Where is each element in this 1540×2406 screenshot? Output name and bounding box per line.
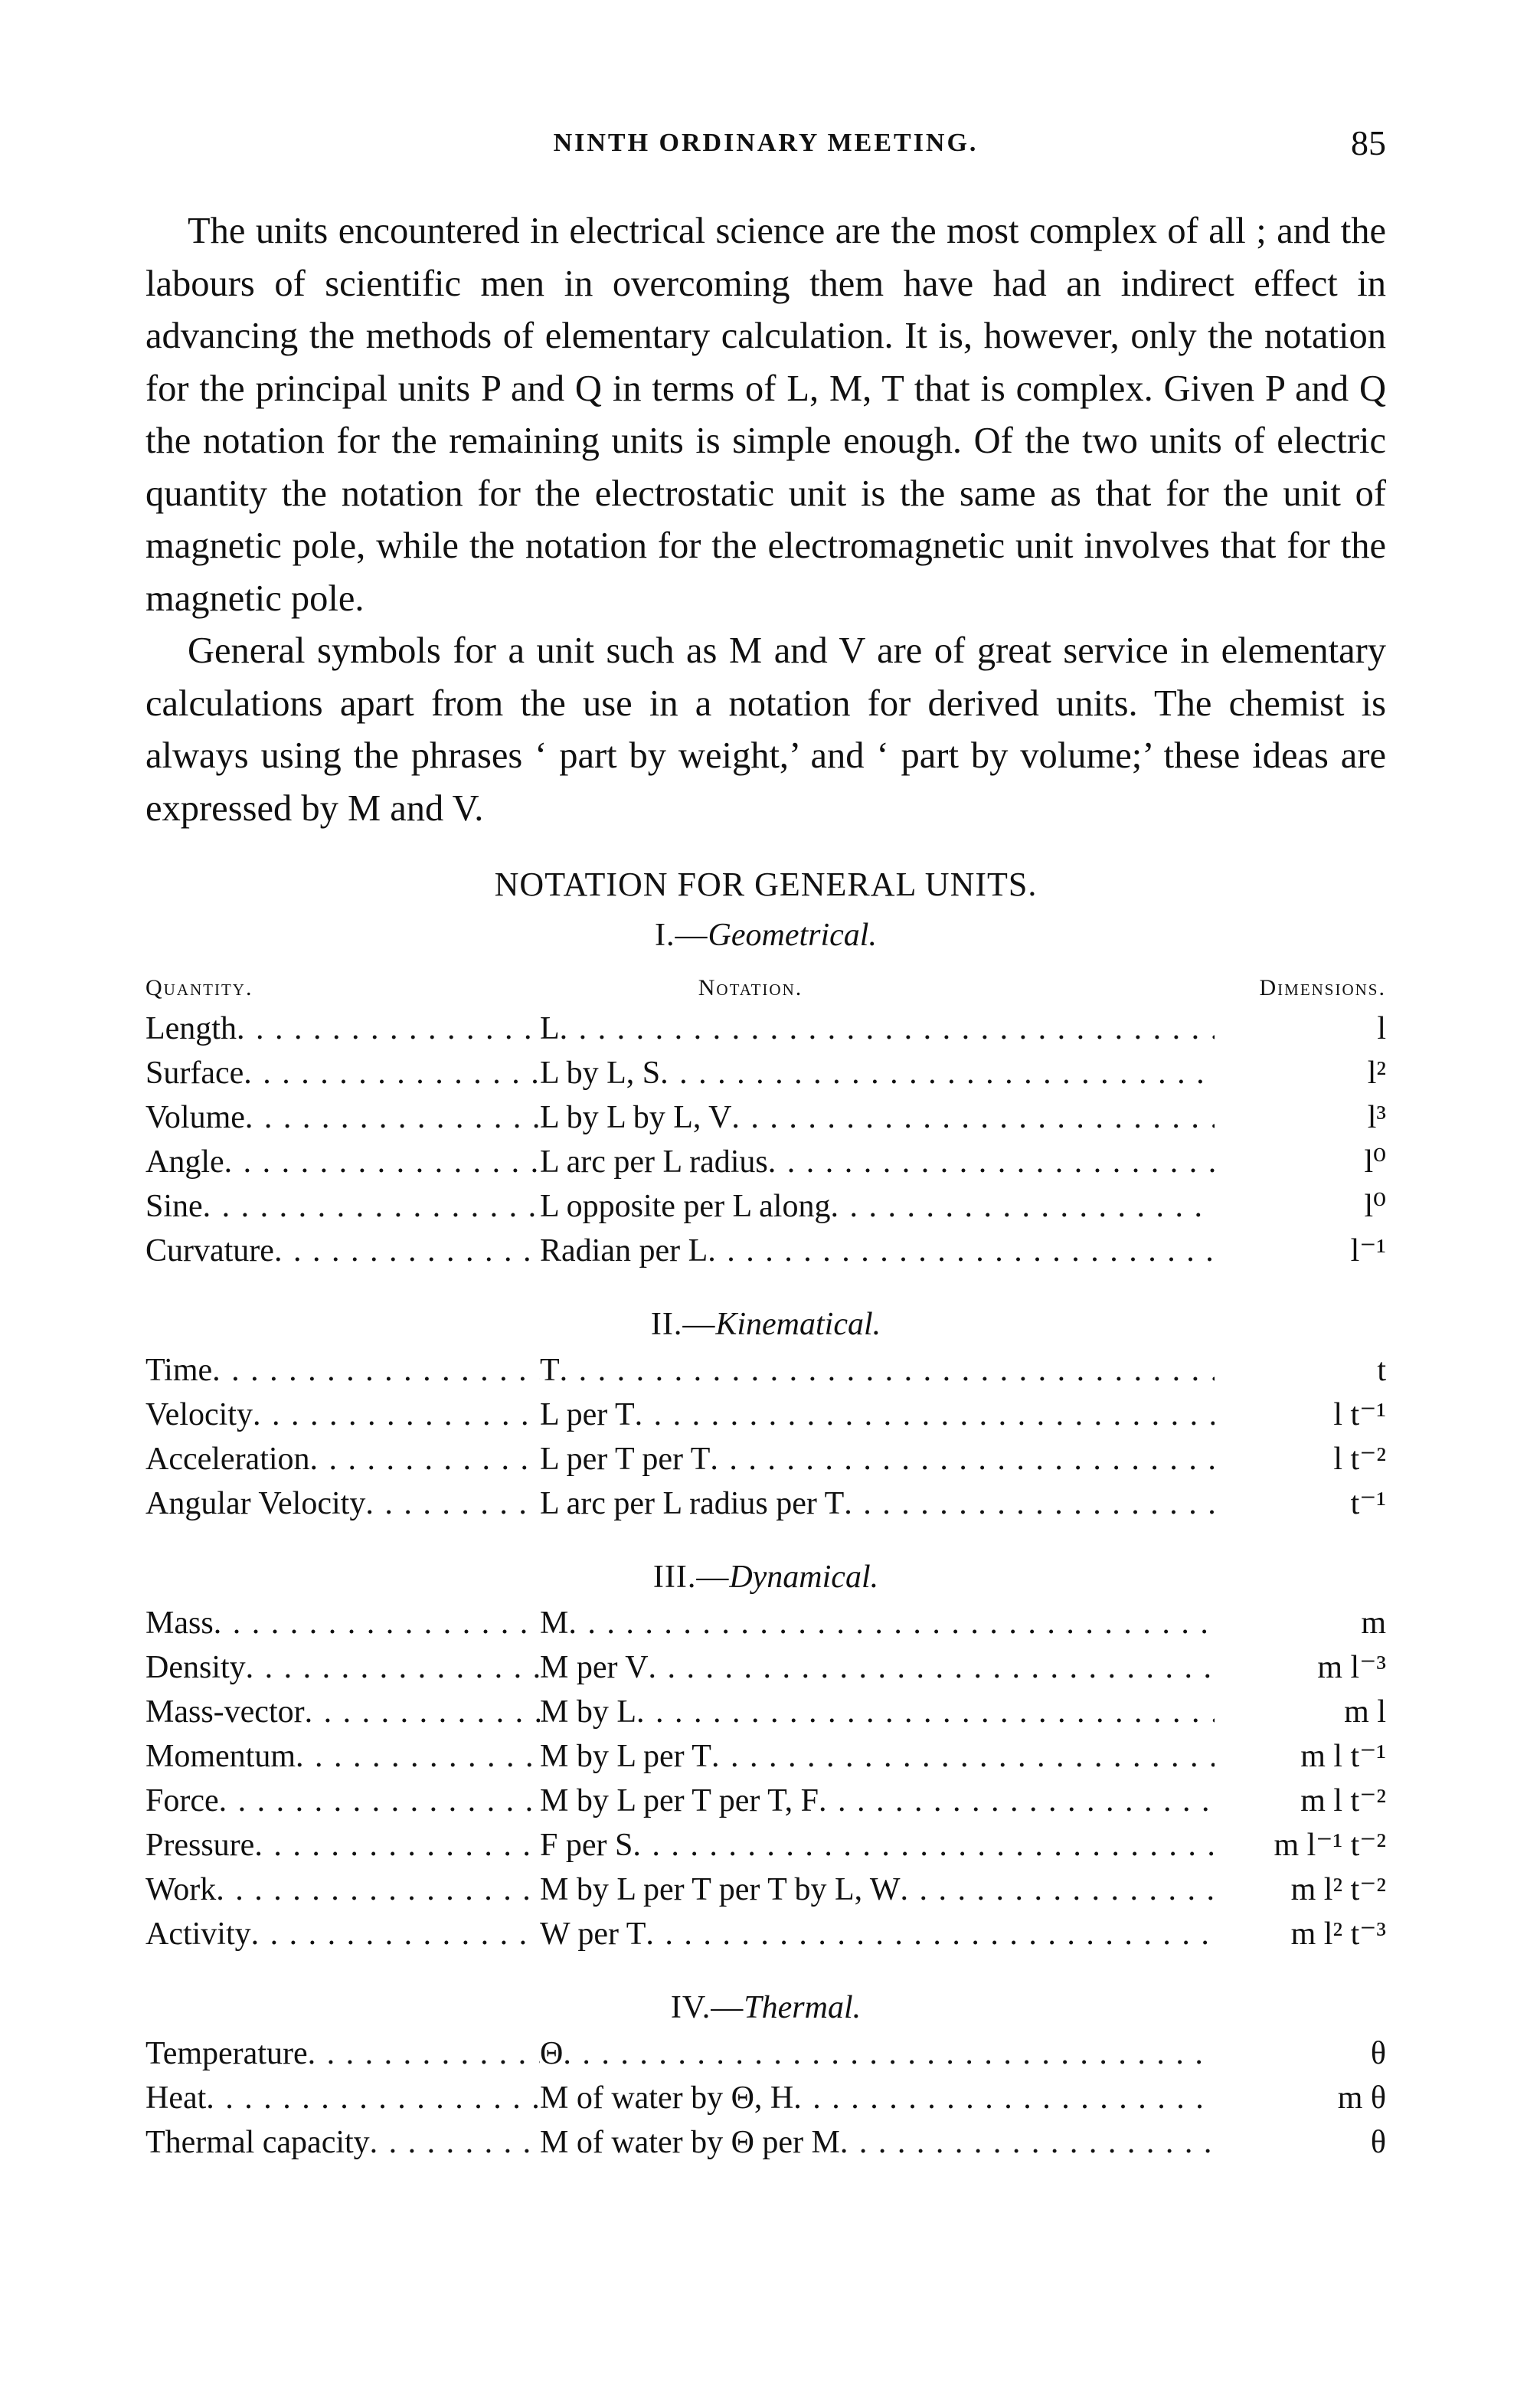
dot-leader — [568, 1601, 1215, 1645]
quantity-name: Mass — [145, 1606, 214, 1641]
group-number: II.— — [650, 1307, 716, 1342]
dot-leader — [633, 1823, 1215, 1868]
column-header-quantity: Quantity. — [145, 975, 253, 1000]
notation-cell — [540, 1481, 1233, 1526]
table-title: NOTATION FOR GENERAL UNITS. — [494, 866, 1038, 903]
notation-cell — [540, 1140, 1233, 1184]
dimensions-value: l⁰ — [1364, 1189, 1386, 1224]
notation-cell — [540, 1007, 1233, 1051]
dimensions-value: m l⁻³ — [1317, 1650, 1386, 1685]
notation-value: M of water by Θ per M — [540, 2125, 840, 2160]
dot-leader — [310, 1437, 540, 1481]
quantity-name: Density — [145, 1650, 246, 1685]
dot-leader — [710, 1437, 1215, 1481]
quantity-cell — [145, 1601, 540, 1645]
notation-value: M by L per T per T by L, W — [540, 1872, 901, 1907]
notation-value: M by L per T — [540, 1739, 711, 1774]
dot-leader — [563, 2031, 1215, 2076]
dot-leader — [296, 1734, 540, 1779]
dot-leader — [844, 1481, 1215, 1526]
quantity-cell — [145, 1140, 540, 1184]
group-name: Dynamical. — [729, 1560, 879, 1595]
notation-value: M per V — [540, 1650, 649, 1685]
table-row — [145, 1868, 1386, 1912]
quantity-cell — [145, 1481, 540, 1526]
notation-cell — [540, 2120, 1233, 2165]
quantity-name: Velocity — [145, 1397, 253, 1432]
dot-leader — [840, 2120, 1215, 2165]
notation-value: Θ — [540, 2036, 564, 2071]
quantity-name: Angle — [145, 1144, 224, 1180]
dot-leader — [636, 1690, 1215, 1734]
notation-cell — [540, 1095, 1233, 1140]
dimensions-value: m θ — [1337, 2080, 1386, 2116]
notation-value: L per T per T — [540, 1442, 711, 1477]
dot-leader — [254, 1823, 540, 1868]
dot-leader — [901, 1868, 1215, 1912]
quantity-name: Curvature — [145, 1233, 274, 1268]
dimensions-value: m l⁻¹ t⁻² — [1274, 1828, 1386, 1863]
dot-leader — [251, 1912, 540, 1956]
dot-leader — [793, 2076, 1215, 2120]
quantity-name: Activity — [145, 1917, 251, 1952]
dimensions-value: l — [1377, 1011, 1386, 1046]
dot-leader — [560, 1348, 1215, 1393]
notation-value: M — [540, 1606, 569, 1641]
book-page — [145, 123, 1386, 2165]
notation-cell — [540, 1779, 1233, 1823]
table-row — [145, 1645, 1386, 1690]
notation-cell — [540, 1051, 1233, 1095]
dimensions-value: t — [1377, 1353, 1386, 1388]
dimensions-value: l² — [1367, 1056, 1386, 1091]
notation-value: Radian per L — [540, 1233, 708, 1268]
notation-cell — [540, 1823, 1233, 1868]
dot-leader — [305, 1690, 540, 1734]
dot-leader — [212, 1348, 540, 1393]
dot-leader — [560, 1007, 1215, 1051]
dimensions-value: l⁰ — [1364, 1144, 1386, 1180]
quantity-name: Surface — [145, 1056, 244, 1091]
dot-leader — [649, 1645, 1215, 1690]
dot-leader — [203, 1184, 540, 1229]
table-row — [145, 1823, 1386, 1868]
group-title — [145, 1553, 1386, 1601]
notation-value: L arc per L radius — [540, 1144, 768, 1180]
quantity-cell — [145, 1184, 540, 1229]
group-title — [145, 1301, 1386, 1348]
quantity-name: Length — [145, 1011, 237, 1046]
quantity-name: Heat — [145, 2080, 207, 2116]
quantity-cell — [145, 1051, 540, 1095]
dot-leader — [646, 1912, 1215, 1956]
quantity-cell — [145, 2031, 540, 2076]
group-spacer — [145, 1526, 1386, 1553]
dot-leader — [370, 2120, 540, 2165]
table-row — [145, 1051, 1386, 1095]
group-title — [145, 912, 1386, 959]
dimensions-value: l³ — [1367, 1100, 1386, 1135]
quantity-cell — [145, 1229, 540, 1273]
dot-leader — [253, 1393, 540, 1437]
column-headers — [145, 970, 1386, 1007]
table-row — [145, 2031, 1386, 2076]
dot-leader — [308, 2031, 540, 2076]
quantity-cell — [145, 1095, 540, 1140]
quantity-cell — [145, 1645, 540, 1690]
running-head — [145, 123, 1386, 169]
column-header-notation: Notation. — [698, 975, 803, 1000]
group-number: I.— — [655, 918, 708, 953]
notation-value: T — [540, 1353, 560, 1388]
quantity-cell — [145, 1690, 540, 1734]
notation-value: M by L per T per T, F — [540, 1783, 819, 1818]
dimensions-value: m — [1361, 1606, 1386, 1641]
notation-cell — [540, 1868, 1233, 1912]
paragraph-general-symbols: General symbols for a unit such as M and V are of great service in elementary calculations apart from the use in a notation for derived units. The chemist is always using the phrases ‘ part by weight,’ and ‘ part by volume;’ these ideas are expressed by M and V. — [145, 630, 1386, 829]
quantity-name: Time — [145, 1353, 213, 1388]
notation-cell — [540, 1645, 1233, 1690]
table-row — [145, 1601, 1386, 1645]
dimensions-value: θ — [1370, 2036, 1386, 2071]
dot-leader — [219, 1779, 540, 1823]
quantity-name: Temperature — [145, 2036, 308, 2071]
dot-leader — [245, 1095, 540, 1140]
quantity-cell — [145, 1734, 540, 1779]
notation-value: L arc per L radius per T — [540, 1486, 845, 1521]
quantity-cell — [145, 1779, 540, 1823]
dot-leader — [206, 2076, 540, 2120]
notation-cell — [540, 1734, 1233, 1779]
dot-leader — [731, 1095, 1215, 1140]
dot-leader — [224, 1140, 540, 1184]
dot-leader — [244, 1051, 540, 1095]
notation-cell — [540, 1601, 1233, 1645]
dot-leader — [274, 1229, 540, 1273]
quantity-cell — [145, 1393, 540, 1437]
quantity-cell — [145, 1007, 540, 1051]
dimensions-value: θ — [1370, 2125, 1386, 2160]
table-row — [145, 1184, 1386, 1229]
page-number: 85 — [1351, 123, 1386, 162]
table-row — [145, 1229, 1386, 1273]
dot-leader — [246, 1645, 540, 1690]
group-spacer — [145, 1956, 1386, 1984]
quantity-cell — [145, 1868, 540, 1912]
group-number: IV.— — [670, 1990, 744, 2025]
notation-cell — [540, 1912, 1233, 1956]
running-title: NINTH ORDINARY MEETING. — [553, 129, 979, 157]
dot-leader — [768, 1140, 1215, 1184]
quantity-name: Force — [145, 1783, 219, 1818]
group-name: Thermal. — [744, 1990, 862, 2025]
quantity-name: Angular Velocity — [145, 1486, 366, 1521]
group-title — [145, 1984, 1386, 2031]
dot-leader — [365, 1481, 540, 1526]
dimensions-value: m l t⁻² — [1300, 1783, 1386, 1818]
notation-cell — [540, 1690, 1233, 1734]
notation-cell — [540, 1348, 1233, 1393]
table-row — [145, 2076, 1386, 2120]
paragraph-units: The units encountered in electrical science are the most complex of all ; and the labours of scientific men in overcoming them have had an indirect effect in advancing the methods of elementary calculation. It is, however, only the notation for the principal units P and Q in terms of L, M, T that is complex. Given P and Q the notation for the remaining units is simple enough. Of the two units of electric quantity the notation for the electrostatic unit is the same as that for the unit of magnetic pole, while the notation for the electromagnetic unit involves that for the magnetic pole. — [145, 211, 1386, 619]
notation-table — [145, 912, 1386, 2165]
dimensions-value: l⁻¹ — [1350, 1233, 1386, 1268]
notation-value: L opposite per L along — [540, 1189, 831, 1224]
notation-value: M of water by Θ, H — [540, 2080, 794, 2116]
dot-leader — [214, 1601, 540, 1645]
group-name: Kinematical. — [715, 1307, 881, 1342]
notation-value: M by L — [540, 1694, 636, 1730]
column-header-dimensions: Dimensions. — [1259, 975, 1386, 1000]
table-row — [145, 1734, 1386, 1779]
dot-leader — [660, 1051, 1215, 1095]
quantity-name: Mass-vector — [145, 1694, 305, 1730]
dimensions-value: m l — [1344, 1694, 1386, 1730]
dimensions-value: m l² t⁻³ — [1290, 1917, 1386, 1952]
quantity-name: Pressure — [145, 1828, 255, 1863]
dot-leader — [635, 1393, 1215, 1437]
notation-value: L by L by L, V — [540, 1100, 732, 1135]
notation-value: F per S — [540, 1828, 633, 1863]
quantity-name: Momentum — [145, 1739, 296, 1774]
table-row — [145, 1437, 1386, 1481]
dot-leader — [216, 1868, 540, 1912]
table-row — [145, 1348, 1386, 1393]
table-row — [145, 1912, 1386, 1956]
quantity-name: Thermal capacity — [145, 2125, 370, 2160]
table-row — [145, 1095, 1386, 1140]
notation-value: W per T — [540, 1917, 646, 1952]
notation-cell — [540, 2076, 1233, 2120]
quantity-cell — [145, 1437, 540, 1481]
notation-cell — [540, 1184, 1233, 1229]
dimensions-value: l t⁻¹ — [1333, 1397, 1386, 1432]
dimensions-value: m l² t⁻² — [1290, 1872, 1386, 1907]
dimensions-value: m l t⁻¹ — [1300, 1739, 1386, 1774]
quantity-cell — [145, 1912, 540, 1956]
notation-value: L per T — [540, 1397, 635, 1432]
table-row — [145, 1007, 1386, 1051]
dot-leader — [237, 1007, 540, 1051]
quantity-name: Volume — [145, 1100, 245, 1135]
dot-leader — [830, 1184, 1215, 1229]
quantity-cell — [145, 1823, 540, 1868]
group-spacer — [145, 1273, 1386, 1301]
group-name: Geometrical. — [708, 918, 877, 953]
notation-value: L by L, S — [540, 1056, 661, 1091]
dimensions-value: t⁻¹ — [1350, 1486, 1386, 1521]
notation-cell — [540, 1393, 1233, 1437]
dot-leader — [711, 1734, 1215, 1779]
quantity-cell — [145, 2120, 540, 2165]
group-number: III.— — [652, 1560, 730, 1595]
dot-leader — [708, 1229, 1215, 1273]
quantity-cell — [145, 1348, 540, 1393]
table-row — [145, 1140, 1386, 1184]
quantity-name: Sine — [145, 1189, 203, 1224]
table-row — [145, 1690, 1386, 1734]
table-row — [145, 2120, 1386, 2165]
notation-value: L — [540, 1011, 560, 1046]
quantity-cell — [145, 2076, 540, 2120]
quantity-name: Work — [145, 1872, 217, 1907]
table-row — [145, 1393, 1386, 1437]
table-row — [145, 1779, 1386, 1823]
quantity-name: Acceleration — [145, 1442, 310, 1477]
notation-cell — [540, 2031, 1233, 2076]
dot-leader — [819, 1779, 1215, 1823]
notation-cell — [540, 1229, 1233, 1273]
dimensions-value: l t⁻² — [1333, 1442, 1386, 1477]
notation-cell — [540, 1437, 1233, 1481]
table-row — [145, 1481, 1386, 1526]
